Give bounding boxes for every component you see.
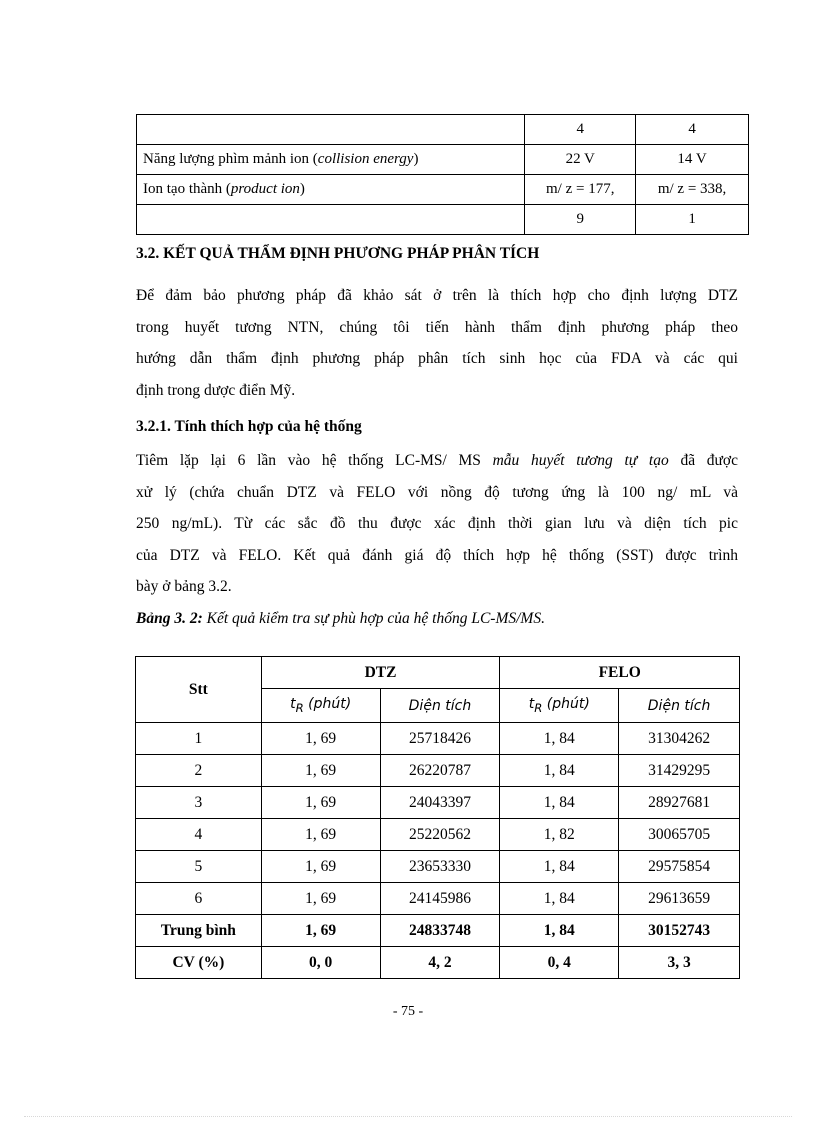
param-cell: 9 (525, 205, 636, 235)
paragraph-sst (136, 445, 738, 603)
stt-header: Stt (136, 657, 262, 723)
text-line: hướng dẫn thẩm định phương pháp phân tích sinh học của FDA và các qui (136, 350, 738, 367)
text-line: của DTZ và FELO. Kết quả đánh giá độ thích hợp hệ thống (SST) được trình (136, 546, 738, 564)
text-line: Để đảm bảo phương pháp đã khảo sát ở trên là thích hợp cho định lượng DTZ (136, 287, 738, 304)
param-label: Ion tạo thành (product ion) (137, 175, 525, 205)
sub-heading: 3.2.1. Tính thích hợp của hệ thống (136, 418, 362, 435)
param-cell: m/ z = 177, (525, 175, 636, 205)
table-row: 1 1, 69 25718426 1, 84 31304262 (136, 723, 740, 755)
sst-table (135, 656, 740, 979)
param-cell: 14 V (636, 145, 749, 175)
param-label: Năng lượng phìm mảnh ion (collision energy) (137, 145, 525, 175)
param-cell (137, 205, 525, 235)
section-heading: 3.2. KẾT QUẢ THẨM ĐỊNH PHƯƠNG PHÁP PHÂN TÍCH (136, 245, 540, 262)
table-caption: Bảng 3. 2: Kết quả kiểm tra sự phù hợp của hệ thống LC-MS/MS. (136, 610, 545, 627)
text-line: bày ở bảng 3.2. (136, 578, 232, 595)
table-row: 3 1, 69 24043397 1, 84 28927681 (136, 787, 740, 819)
param-cell: 22 V (525, 145, 636, 175)
text-line: xử lý (chứa chuẩn DTZ và FELO với nồng độ tương ứng là 100 ng/ mL và (136, 483, 738, 501)
summary-row-mean: Trung bình 1, 69 24833748 1, 84 30152743 (136, 915, 740, 947)
text-line: định trong dược điển Mỹ. (136, 381, 296, 399)
col-header-area: Diện tích (619, 689, 740, 723)
col-header-area: Diện tích (380, 689, 500, 723)
text-line: trong huyết tương NTN, chúng tôi tiến hành thẩm định phương pháp theo (136, 318, 738, 336)
paragraph-intro (136, 280, 738, 406)
table-row: 6 1, 69 24145986 1, 84 29613659 (136, 883, 740, 915)
page-number: - 75 - (392, 1004, 424, 1019)
table-row: 2 1, 69 26220787 1, 84 31429295 (136, 755, 740, 787)
group-header-felo: FELO (500, 657, 740, 689)
param-cell: 1 (636, 205, 749, 235)
param-cell: m/ z = 338, (636, 175, 749, 205)
col-header-tr: $t_R$ (phút) (261, 689, 380, 723)
parameter-table (136, 114, 749, 235)
table-row: 4 1, 69 25220562 1, 82 30065705 (136, 819, 740, 851)
param-cell: 4 (525, 115, 636, 145)
param-cell (137, 115, 525, 145)
summary-row-cv: CV (%) 0, 0 4, 2 0, 4 3, 3 (136, 947, 740, 979)
col-header-tr: $t_R$ (phút) (500, 689, 619, 723)
table-row: 5 1, 69 23653330 1, 84 29575854 (136, 851, 740, 883)
text-line: Tiêm lặp lại 6 lần vào hệ thống LC-MS/ MS mẫu huyết tương tự tạo đã được (136, 452, 738, 469)
page-divider (24, 1116, 792, 1117)
text-line: 250 ng/mL). Từ các sắc đồ thu được xác định thời gian lưu và diện tích pic (136, 515, 738, 532)
group-header-dtz: DTZ (261, 657, 500, 689)
param-cell: 4 (636, 115, 749, 145)
